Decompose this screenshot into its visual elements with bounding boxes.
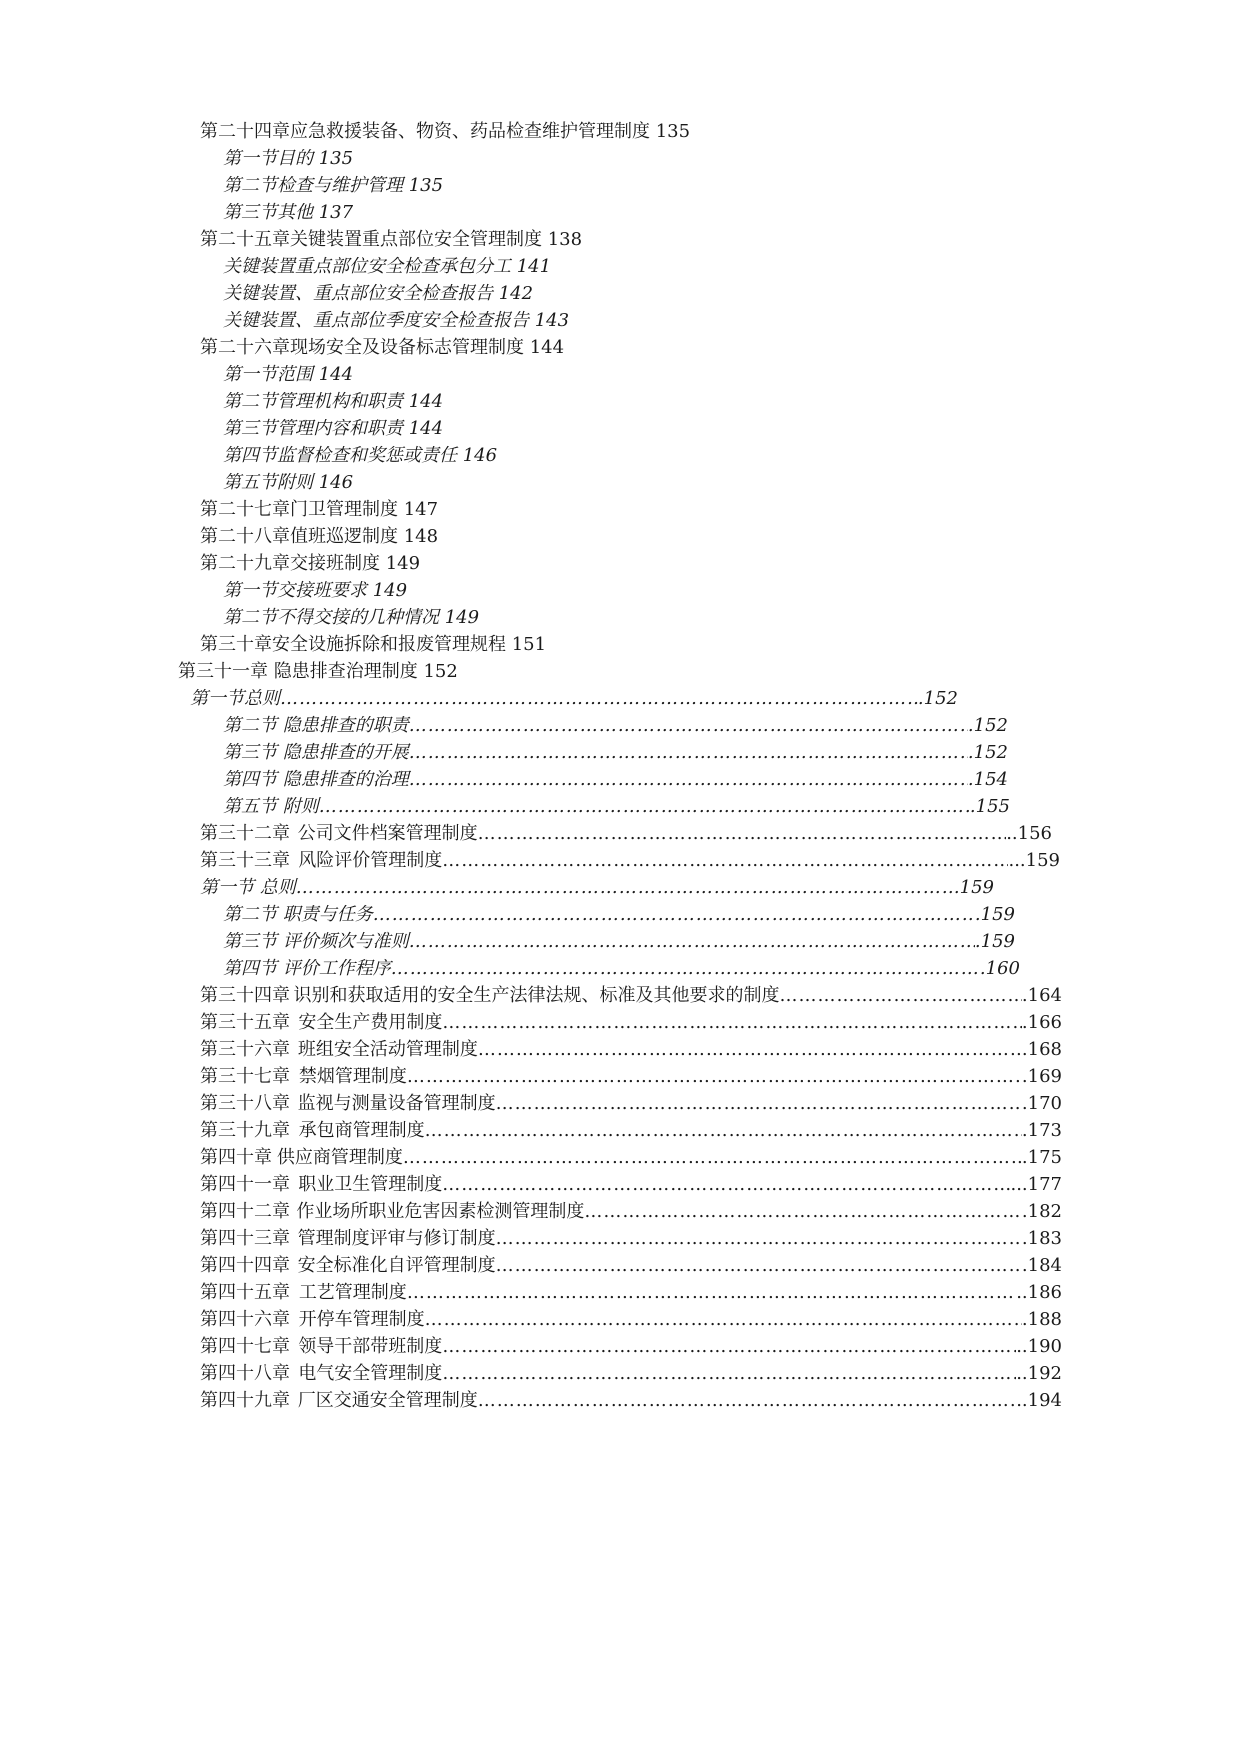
toc-section: 第二节检查与维护管理 135 — [223, 175, 444, 196]
toc-chapter-number: 第四十八章 — [200, 1363, 290, 1384]
toc-section-leader — [223, 901, 1015, 928]
toc-page-number: ..194 — [1016, 1390, 1062, 1411]
toc-section: 第五节附则 146 — [223, 472, 354, 493]
toc-section: 第一节目的 135 — [223, 148, 354, 169]
toc-page-number: .168 — [1021, 1039, 1062, 1060]
toc-chapter-number: 第三十七章 — [200, 1066, 290, 1087]
toc-section-leader — [223, 739, 1008, 766]
toc-section: 第一节交接班要求 149 — [223, 580, 408, 601]
toc-page-number: ..156 — [1006, 823, 1052, 844]
toc-page-number: .173 — [1021, 1120, 1062, 1141]
toc-chapter-number: 第三十三章 — [200, 850, 290, 871]
toc-section-leader — [200, 874, 994, 901]
toc-page-number: .175 — [1021, 1147, 1062, 1168]
toc-page-number: .170 — [1021, 1093, 1062, 1114]
toc-chapter-leader — [200, 1090, 1062, 1117]
toc-chapter-number: 第四十七章 — [200, 1336, 290, 1357]
toc-chapter-number: 第三十五章 — [200, 1012, 290, 1033]
toc-page-number: .154 — [967, 769, 1008, 790]
toc-chapter-27: 第二十七章门卫管理制度 147 — [200, 499, 439, 520]
dot-leader — [478, 1387, 1016, 1414]
toc-section-label: 第三节 评价频次与准则 — [223, 931, 409, 952]
toc-chapter-leader — [200, 1225, 1062, 1252]
dot-leader — [425, 1117, 1022, 1144]
toc-chapter-number: 第四十二章 — [200, 1201, 290, 1222]
dot-leader — [584, 1198, 1022, 1225]
toc-chapter-title: 监视与测量设备管理制度 — [297, 1093, 496, 1114]
toc-section: 第一节范围 144 — [223, 364, 354, 385]
toc-section: 第三节管理内容和职责 144 — [223, 418, 444, 439]
toc-section-leader — [223, 955, 1020, 982]
toc-page-number: .152 — [967, 742, 1008, 763]
toc-page-number: .188 — [1021, 1309, 1062, 1330]
toc-chapter-leader — [200, 1144, 1062, 1171]
dot-leader — [442, 1360, 1016, 1387]
toc-section-leader — [223, 712, 1008, 739]
toc-chapter-number: 第四十五章 — [200, 1282, 290, 1303]
toc-chapter-title: 风险评价管理制度 — [298, 850, 443, 871]
toc-page-number: ...177 — [1010, 1174, 1062, 1195]
toc-chapter-leader — [200, 1198, 1062, 1225]
toc-chapter-24: 第二十四章应急救援装备、物资、药品检查维护管理制度 135 — [200, 121, 691, 142]
toc-chapter-leader — [200, 1306, 1062, 1333]
toc-section: 关键装置重点部位安全检查承包分工 141 — [223, 256, 552, 277]
toc-chapter-leader — [200, 1036, 1062, 1063]
toc-section-label: 第二节 隐患排查的职责 — [223, 715, 409, 736]
toc-chapter-leader — [200, 1387, 1062, 1414]
toc-chapter-leader — [200, 847, 1060, 874]
dot-leader — [780, 982, 1022, 1009]
toc-chapter-leader — [200, 982, 1062, 1009]
dot-leader — [496, 1090, 1022, 1117]
dot-leader — [478, 820, 1007, 847]
toc-page-number: .159 — [953, 877, 994, 898]
toc-page-number: ..186 — [1016, 1282, 1062, 1303]
toc-page-number: .159 — [974, 904, 1015, 925]
toc-chapter-25: 第二十五章关键装置重点部位安全管理制度 138 — [200, 229, 583, 250]
toc-chapter-leader — [200, 1117, 1062, 1144]
toc-chapter-leader — [200, 1252, 1062, 1279]
toc-chapter-number: 第三十九章 — [200, 1120, 290, 1141]
toc-chapter-29: 第二十九章交接班制度 149 — [200, 553, 421, 574]
dot-leader — [403, 1144, 1022, 1171]
toc-section: 关键装置、重点部位安全检查报告 142 — [223, 283, 534, 304]
toc-section-label: 第一节总则 — [190, 688, 280, 709]
toc-chapter-leader — [200, 1063, 1062, 1090]
dot-leader — [409, 766, 968, 793]
toc-chapter-number: 第四十九章 — [200, 1390, 290, 1411]
toc-chapter-title: 管理制度评审与修订制度 — [297, 1228, 496, 1249]
toc-chapter-title: 工艺管理制度 — [298, 1282, 407, 1303]
dot-leader — [409, 928, 975, 955]
toc-chapter-title: 厂区交通安全管理制度 — [297, 1390, 478, 1411]
dot-leader — [496, 1252, 1022, 1279]
toc-chapter-title: 职业卫生管理制度 — [298, 1174, 443, 1195]
toc-section: 关键装置、重点部位季度安全检查报告 143 — [223, 310, 570, 331]
dot-leader — [496, 1225, 1022, 1252]
toc-chapter-leader — [200, 1009, 1062, 1036]
toc-chapter-leader — [200, 820, 1052, 847]
toc-chapter-26: 第二十六章现场安全及设备标志管理制度 144 — [200, 337, 565, 358]
toc-page-number: .182 — [1021, 1201, 1062, 1222]
toc-page-number: ..190 — [1016, 1336, 1062, 1357]
toc-page-number: .164 — [1021, 985, 1062, 1006]
toc-page-number: .166 — [1021, 1012, 1062, 1033]
toc-chapter-number: 第四十四章 — [200, 1255, 290, 1276]
dot-leader — [407, 1063, 1022, 1090]
toc-chapter-number: 第四十六章 — [200, 1309, 290, 1330]
toc-chapter-title: 领导干部带班制度 — [298, 1336, 443, 1357]
toc-chapter-title: 安全标准化自评管理制度 — [297, 1255, 496, 1276]
toc-chapter-title: 作业场所职业危害因素检测管理制度 — [296, 1201, 585, 1222]
toc-chapter-leader — [200, 1279, 1062, 1306]
toc-chapter-number: 第四十一章 — [200, 1174, 290, 1195]
toc-page-number: ...159 — [1008, 850, 1060, 871]
toc-chapter-28: 第二十八章值班巡逻制度 148 — [200, 526, 439, 547]
toc-section: 第二节不得交接的几种情况 149 — [223, 607, 480, 628]
dot-leader — [409, 739, 968, 766]
dot-leader — [425, 1306, 1022, 1333]
toc-chapter-title: 电气安全管理制度 — [298, 1363, 443, 1384]
toc-section-label: 第四节 隐患排查的治理 — [223, 769, 409, 790]
toc-page-number: ..192 — [1016, 1363, 1062, 1384]
toc-section: 第四节监督检查和奖惩或责任 146 — [223, 445, 498, 466]
toc-chapter-31: 第三十一章 隐患排查治理制度 152 — [178, 661, 458, 682]
toc-chapter-leader — [200, 1333, 1062, 1360]
toc-section-label: 第三节 隐患排查的开展 — [223, 742, 409, 763]
toc-page-number: .160 — [979, 958, 1020, 979]
dot-leader — [442, 1333, 1016, 1360]
toc-section-label: 第二节 职责与任务 — [223, 904, 373, 925]
toc-section-leader — [223, 766, 1008, 793]
toc-chapter-title: 承包商管理制度 — [298, 1120, 425, 1141]
dot-leader — [442, 1171, 1010, 1198]
toc-page-number: .155 — [969, 796, 1010, 817]
dot-leader — [407, 1279, 1016, 1306]
dot-leader — [373, 901, 975, 928]
dot-leader — [296, 874, 954, 901]
toc-chapter-number: 第三十六章 — [200, 1039, 290, 1060]
toc-section-leader — [223, 928, 1015, 955]
toc-chapter-title: 公司文件档案管理制度 — [297, 823, 478, 844]
toc-section: 第三节其他 137 — [223, 202, 354, 223]
toc-section-label: 第五节 附则 — [223, 796, 319, 817]
toc-section-label: 第四节 评价工作程序 — [223, 958, 391, 979]
toc-chapter-leader — [200, 1171, 1062, 1198]
toc-chapter-number: 第三十二章 — [200, 823, 290, 844]
toc-chapter-title: 识别和获取适用的安全生产法律法规、标准及其他要求的制度 — [293, 985, 780, 1006]
toc-page-number: .183 — [1021, 1228, 1062, 1249]
dot-leader — [391, 955, 980, 982]
toc-chapter-number: 第三十八章 — [200, 1093, 290, 1114]
toc-chapter-leader — [200, 1360, 1062, 1387]
toc-chapter-title: 禁烟管理制度 — [298, 1066, 407, 1087]
toc-section: 第二节管理机构和职责 144 — [223, 391, 444, 412]
toc-section-leader — [223, 793, 1010, 820]
toc-page-number: .184 — [1021, 1255, 1062, 1276]
toc-page-number: .169 — [1021, 1066, 1062, 1087]
toc-section-label: 第一节 总则 — [200, 877, 296, 898]
toc-page-number: .152 — [917, 688, 958, 709]
toc-chapter-number: 第四十章 — [200, 1147, 272, 1168]
dot-leader — [442, 847, 1008, 874]
toc-chapter-number: 第三十四章 — [200, 985, 290, 1006]
dot-leader — [319, 793, 970, 820]
toc-chapter-title: 供应商管理制度 — [276, 1147, 403, 1168]
toc-page-number: .152 — [967, 715, 1008, 736]
toc-chapter-title: 班组安全活动管理制度 — [297, 1039, 478, 1060]
toc-chapter-title: 开停车管理制度 — [298, 1309, 425, 1330]
toc-section-leader — [190, 685, 958, 712]
dot-leader — [280, 685, 918, 712]
toc-page-number: .159 — [974, 931, 1015, 952]
toc-chapter-title: 安全生产费用制度 — [298, 1012, 443, 1033]
toc-chapter-number: 第四十三章 — [200, 1228, 290, 1249]
dot-leader — [442, 1009, 1022, 1036]
dot-leader — [409, 712, 968, 739]
dot-leader — [478, 1036, 1022, 1063]
toc-chapter-30: 第三十章安全设施拆除和报废管理规程 151 — [200, 634, 547, 655]
